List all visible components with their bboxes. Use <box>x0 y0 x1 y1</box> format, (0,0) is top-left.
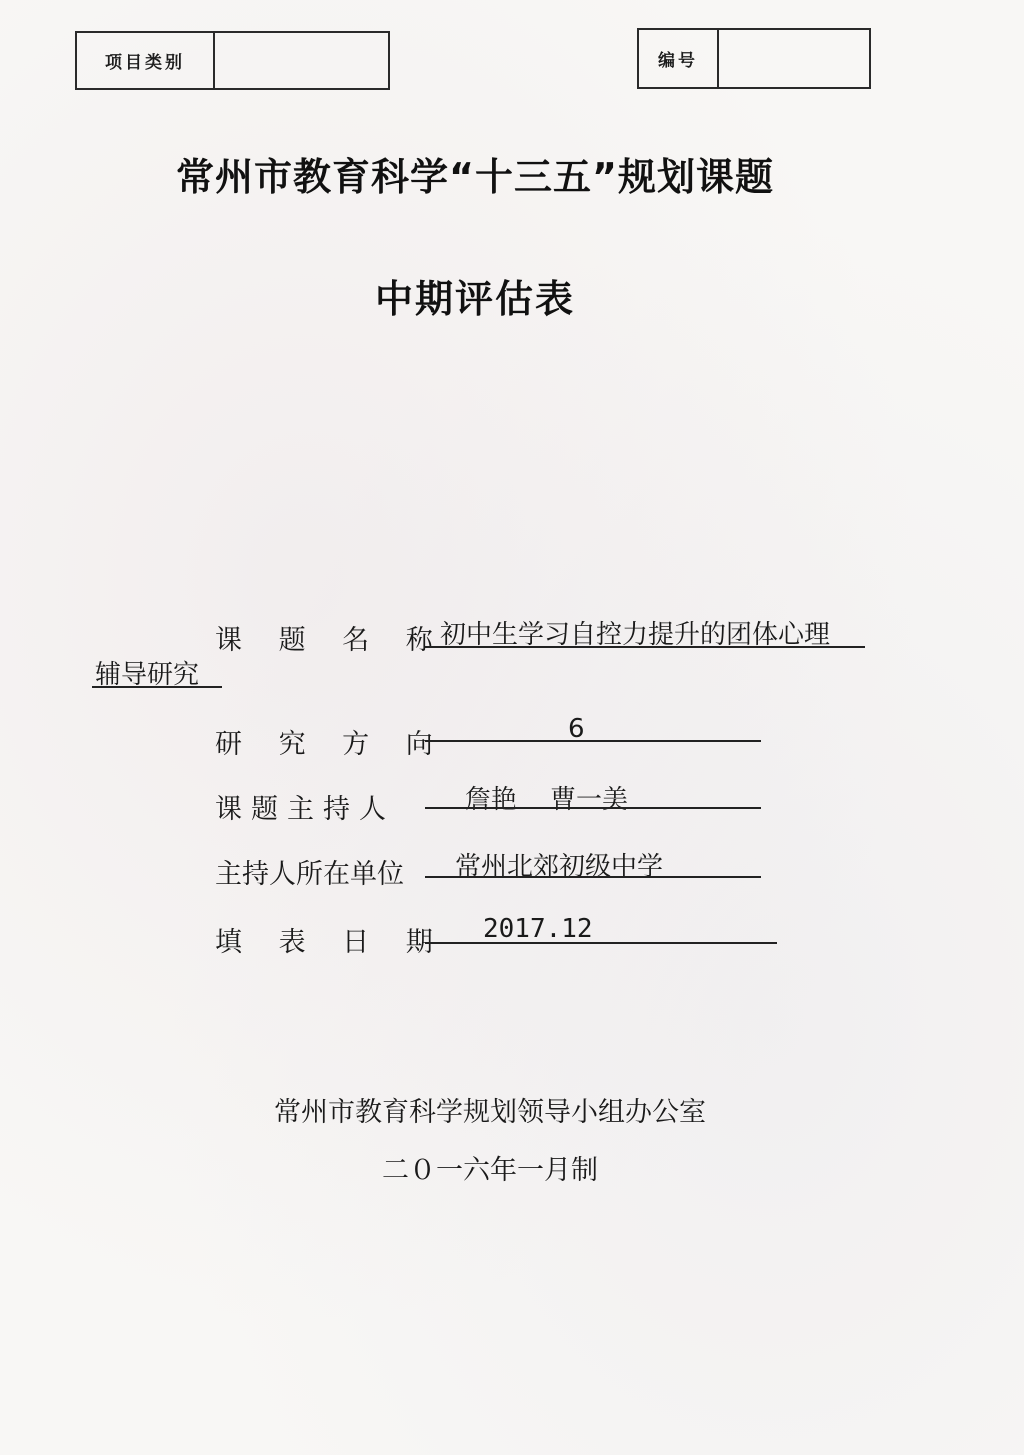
direction-underline <box>425 740 761 742</box>
issue-date: 二０一六年一月制 <box>382 1155 598 1186</box>
host-underline <box>425 807 761 809</box>
document-title: 常州市教育科学“十三五”规划课题 <box>176 155 774 199</box>
date-underline <box>425 942 777 944</box>
number-value <box>719 30 869 87</box>
direction-label: 研 究 方 向 <box>215 729 447 760</box>
topic-value-line1: 初中生学习自控力提升的团体心理 <box>440 620 831 650</box>
project-category-value <box>215 33 388 88</box>
date-label: 填 表 日 期 <box>215 927 447 958</box>
issuing-office: 常州市教育科学规划领导小组办公室 <box>274 1097 706 1128</box>
document-subtitle: 中期评估表 <box>374 277 575 321</box>
project-category-box <box>75 31 390 90</box>
direction-value: 6 <box>568 714 585 744</box>
topic-underline-1 <box>425 646 865 648</box>
unit-label: 主持人所在单位 <box>215 859 404 890</box>
host-value: 詹艳 曹一美 <box>465 785 629 815</box>
host-label: 课题主持人 <box>215 794 395 825</box>
topic-underline-2 <box>92 686 222 688</box>
number-label: 编号 <box>639 30 719 87</box>
project-category-label: 项目类别 <box>77 33 215 88</box>
number-box <box>637 28 871 89</box>
unit-value: 常州北郊初级中学 <box>455 852 664 882</box>
date-value: 2017.12 <box>483 914 593 944</box>
unit-underline <box>425 876 761 878</box>
topic-label: 课 题 名 称 <box>215 625 447 656</box>
topic-value-line2: 辅导研究 <box>95 660 200 690</box>
